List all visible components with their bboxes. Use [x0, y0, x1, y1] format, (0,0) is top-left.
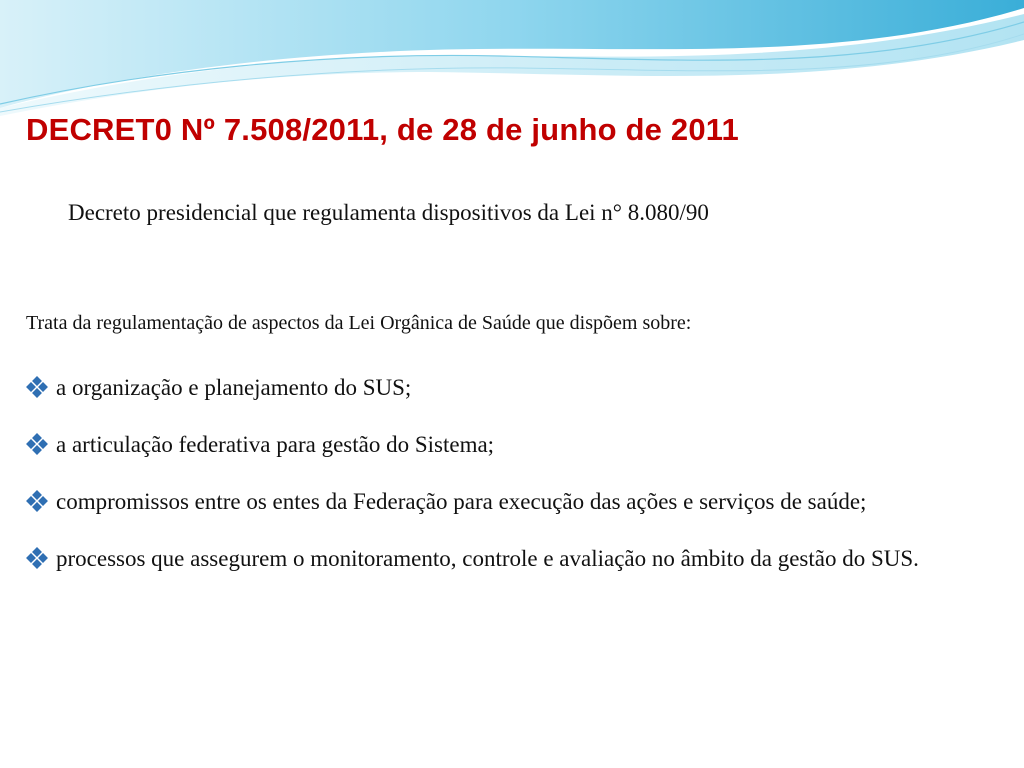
diamond-bullet-icon	[26, 490, 48, 512]
slide-subtitle: Decreto presidencial que regulamenta dispositivos da Lei n° 8.080/90	[68, 200, 709, 225]
bullet-text: a organização e planejamento do SUS;	[56, 375, 412, 400]
list-item	[26, 362, 956, 414]
slide-title: DECRET0 Nº 7.508/2011, de 28 de junho de 2011	[26, 112, 739, 147]
intro-text: Trata da regulamentação de aspectos da Lei Orgânica de Saúde que dispõem sobre:	[26, 312, 692, 334]
bullet-list	[26, 362, 956, 590]
list-item	[26, 533, 956, 585]
bullet-text: compromissos entre os entes da Federação para execução das ações e serviços de saúde;	[56, 489, 867, 514]
list-item	[26, 419, 956, 471]
header-wave-decoration	[0, 0, 1024, 120]
list-item	[26, 476, 956, 528]
diamond-bullet-icon	[26, 433, 48, 455]
diamond-bullet-icon	[26, 547, 48, 569]
diamond-bullet-icon	[26, 376, 48, 398]
bullet-text: a articulação federativa para gestão do Sistema;	[56, 432, 495, 457]
bullet-text: processos que assegurem o monitoramento, controle e avaliação no âmbito da gestão do SUS.	[56, 546, 919, 571]
